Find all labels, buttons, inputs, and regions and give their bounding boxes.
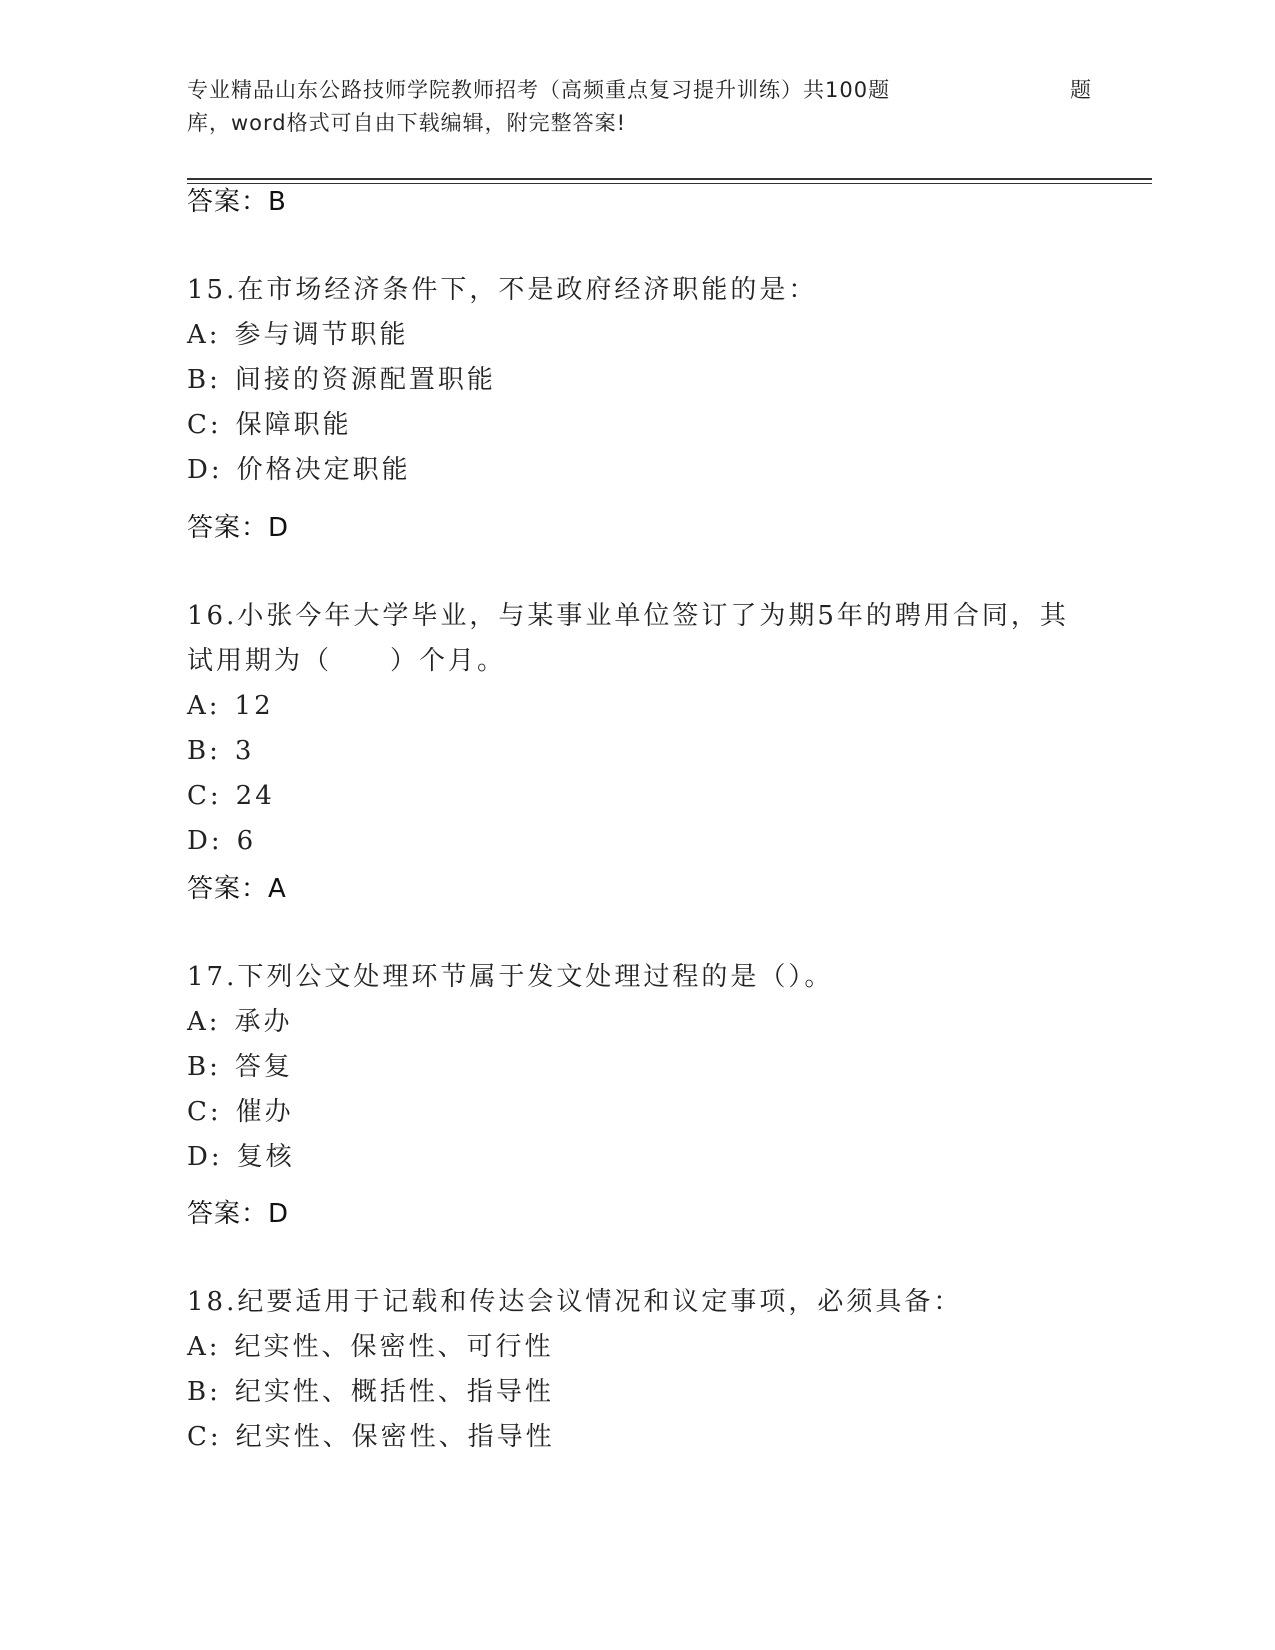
option-letter: D: [187,455,223,485]
option-letter: B: [187,1052,221,1082]
header-title: 专业精品山东公路技师学院教师招考（高频重点复习提升训练）共100题 [187,78,891,102]
option-letter: B: [187,365,221,395]
option-a [187,1325,1092,1370]
question-stem-line-1: 16.小张今年大学毕业，与某事业单位签订了为期5年的聘用合同，其 [187,601,1069,631]
option-text: 纪实性、保密性、指导性 [235,1422,555,1452]
option-text: 价格决定职能 [236,455,411,485]
option-a [187,313,1092,358]
option-letter: D: [187,826,223,856]
option-c [187,1090,1092,1135]
option-text: 3 [234,736,255,766]
option-b [187,729,1092,774]
option-b [187,358,1092,403]
option-a [187,684,1092,729]
option-d [187,1135,1092,1180]
header-divider-thin [187,183,1152,184]
header-subtitle: 库，word格式可自由下载编辑，附完整答案! [187,111,627,135]
option-c [187,403,1092,448]
option-c [187,1415,1092,1460]
option-letter: A: [187,320,221,350]
question-18 [187,1280,1092,1460]
header-title-tail: 题 [1070,78,1092,102]
option-text: 复核 [236,1142,295,1172]
answer-line: 答案：B [187,187,287,217]
option-letter: A: [187,1332,221,1362]
question-stem-line-2: 试用期为（ ）个月。 [187,646,507,676]
option-text: 催办 [235,1097,294,1127]
option-a [187,1000,1092,1045]
option-text: 承办 [234,1007,293,1037]
option-letter: C: [187,781,222,811]
option-letter: B: [187,736,221,766]
option-d [187,819,1092,864]
answer-line: 答案：A [187,874,287,904]
option-letter: C: [187,410,222,440]
option-b [187,1045,1092,1090]
option-b [187,1370,1092,1415]
option-text: 参与调节职能 [234,320,409,350]
option-text: 12 [234,691,274,721]
option-d [187,448,1092,493]
header-line-1 [187,74,1092,107]
question-stem: 15.在市场经济条件下，不是政府经济职能的是： [187,275,818,305]
option-text: 纪实性、概括性、指导性 [234,1377,554,1407]
option-text: 24 [235,781,275,811]
option-text: 答复 [234,1052,293,1082]
option-letter: D: [187,1142,223,1172]
question-stem: 17.下列公文处理环节属于发文处理过程的是（）。 [187,962,834,992]
option-c [187,774,1092,819]
document-header [187,74,1092,140]
option-letter: A: [187,691,221,721]
option-letter: A: [187,1007,221,1037]
option-text: 保障职能 [235,410,352,440]
question-stem: 18.纪要适用于记载和传达会议情况和议定事项，必须具备： [187,1287,963,1317]
option-letter: C: [187,1422,222,1452]
option-text: 6 [236,826,257,856]
option-letter: B: [187,1377,221,1407]
answer-line: 答案：D [187,513,290,543]
question-16 [187,594,1092,864]
answer-line: 答案：D [187,1199,290,1229]
header-divider-thick [187,178,1152,180]
question-17 [187,955,1092,1180]
question-15 [187,268,1092,493]
option-text: 间接的资源配置职能 [234,365,496,395]
option-letter: C: [187,1097,222,1127]
option-text: 纪实性、保密性、可行性 [234,1332,554,1362]
